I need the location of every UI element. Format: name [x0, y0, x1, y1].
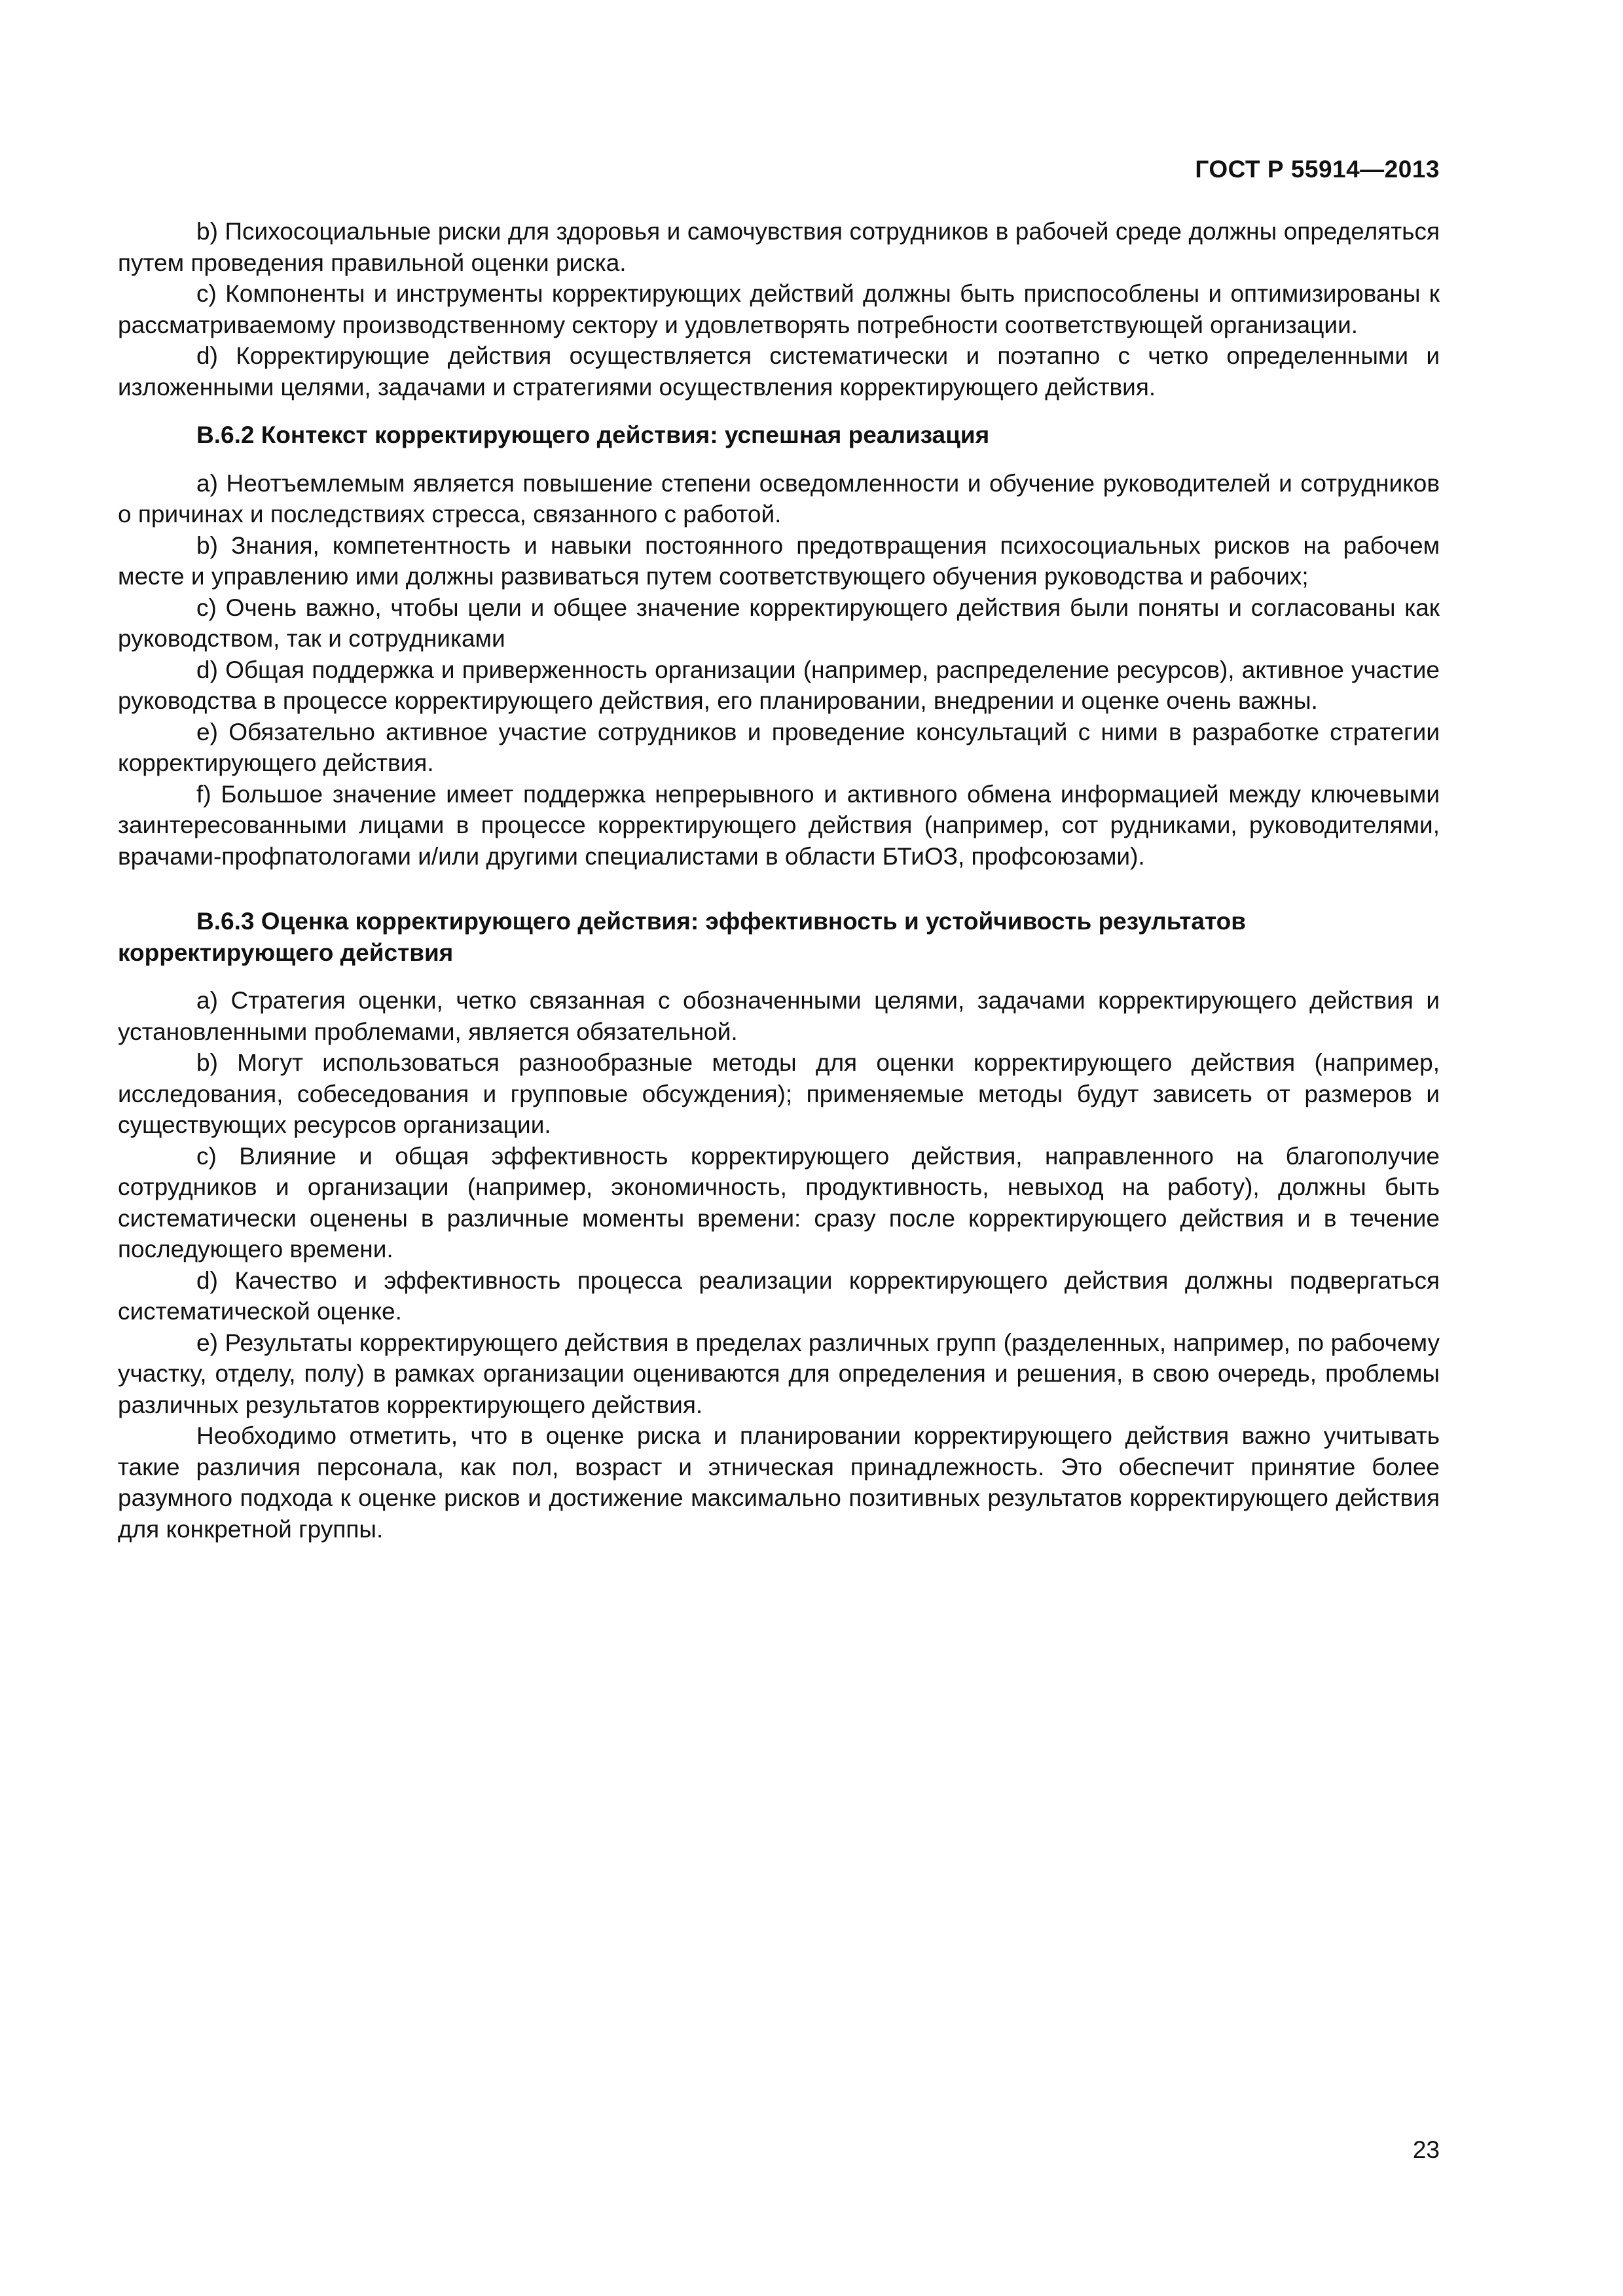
heading-b63: В.6.3 Оценка корректирующего действия: эффективность и устойчивость результатов корректирующего действия [118, 908, 1246, 966]
paragraph-b62-c: c) Очень важно, чтобы цели и общее значение корректирующего действия были поняты и согласованы как руководством, так и сотрудниками [118, 594, 1440, 652]
paragraph-b63-note: Необходимо отметить, что в оценке риска и планировании корректирующего действия важно учитывать такие различия персонала, как пол, возраст и этническая принадлежность. Это обеспечит принятие более разумного подхода к оценке рисков и достижение максимально позитивных результатов корректирующего действия для конкретной группы. [118, 1422, 1440, 1543]
paragraph-b62-f: f) Большое значение имеет поддержка непрерывного и активного обмена информацией между ключевыми заинтересованными лицами в процессе корректирующего действия (например, сот рудниками, руководителями, врачами-профпатологами и/или другими специалистами в области БТиОЗ, профсоюзами). [118, 780, 1440, 870]
paragraph-b61-d: d) Корректирующие действия осуществляется систематически и поэтапно с четко определенными и изложенными целями, задачами и стратегиями осуществления корректирующего действия. [118, 342, 1440, 401]
paragraph-b63-a: a) Стратегия оценки, четко связанная с обозначенными целями, задачами корректирующего действия и установленными проблемами, является обязательной. [118, 987, 1440, 1045]
paragraph-b62-a: a) Неотъемлемым является повышение степени осведомленности и обучение руководителей и сотрудников о причинах и последствиях стресса, связанного с работой. [118, 469, 1440, 528]
paragraph-b63-b: b) Могут использоваться разнообразные методы для оценки корректирующего действия (например, исследования, собеседования и групповые обсуждения); применяемые методы будут зависеть от размеров и существующих ресурсов организации. [118, 1049, 1440, 1138]
paragraph-b63-e: e) Результаты корректирующего действия в пределах различных групп (разделенных, например, по рабочему участку, отделу, полу) в рамках организации оцениваются для определения и решения, в свою очередь, проблемы различных результатов корректирующего действия. [118, 1329, 1440, 1418]
page-number: 23 [1412, 2136, 1440, 2163]
paragraph-b63-c: c) Влияние и общая эффективность корректирующего действия, направленного на благополучие сотрудников и организации (например, экономичность, продуктивность, невыход на работу), должны быть систематически оценены в различные моменты времени: сразу после корректирующего действия и в течение последующего времени. [118, 1142, 1440, 1263]
heading-b62: В.6.2 Контекст корректирующего действия: успешная реализация [196, 422, 990, 448]
paragraph-b63-d: d) Качество и эффективность процесса реализации корректирующего действия должны подвергаться систематической оценке. [118, 1266, 1440, 1325]
paragraph-b62-d: d) Общая поддержка и приверженность организации (например, распределение ресурсов), активное участие руководства в процессе корректирующего действия, его планировании, внедрении и оценке очень важны. [118, 656, 1440, 714]
paragraph-b61-b: b) Психосоциальные риски для здоровья и самочувствия сотрудников в рабочей среде должны определяться путем проведения правильной оценки риска. [118, 218, 1440, 276]
paragraph-b61-c: c) Компоненты и инструменты корректирующих действий должны быть приспособлены и оптимизированы к рассматриваемому производственному сектору и удовлетворять потребности соответствующей организации. [118, 280, 1440, 338]
document-body [118, 216, 1440, 1545]
document-id-header: ГОСТ Р 55914—2013 [1195, 156, 1440, 183]
paragraph-b62-e: e) Обязательно активное участие сотрудников и проведение консультаций с ними в разработке стратегии корректирующего действия. [118, 718, 1440, 776]
paragraph-b62-b: b) Знания, компетентность и навыки постоянного предотвращения психосоциальных рисков на рабочем месте и управлению ими должны развиваться путем соответствующего обучения руководства и рабочих; [118, 531, 1440, 590]
